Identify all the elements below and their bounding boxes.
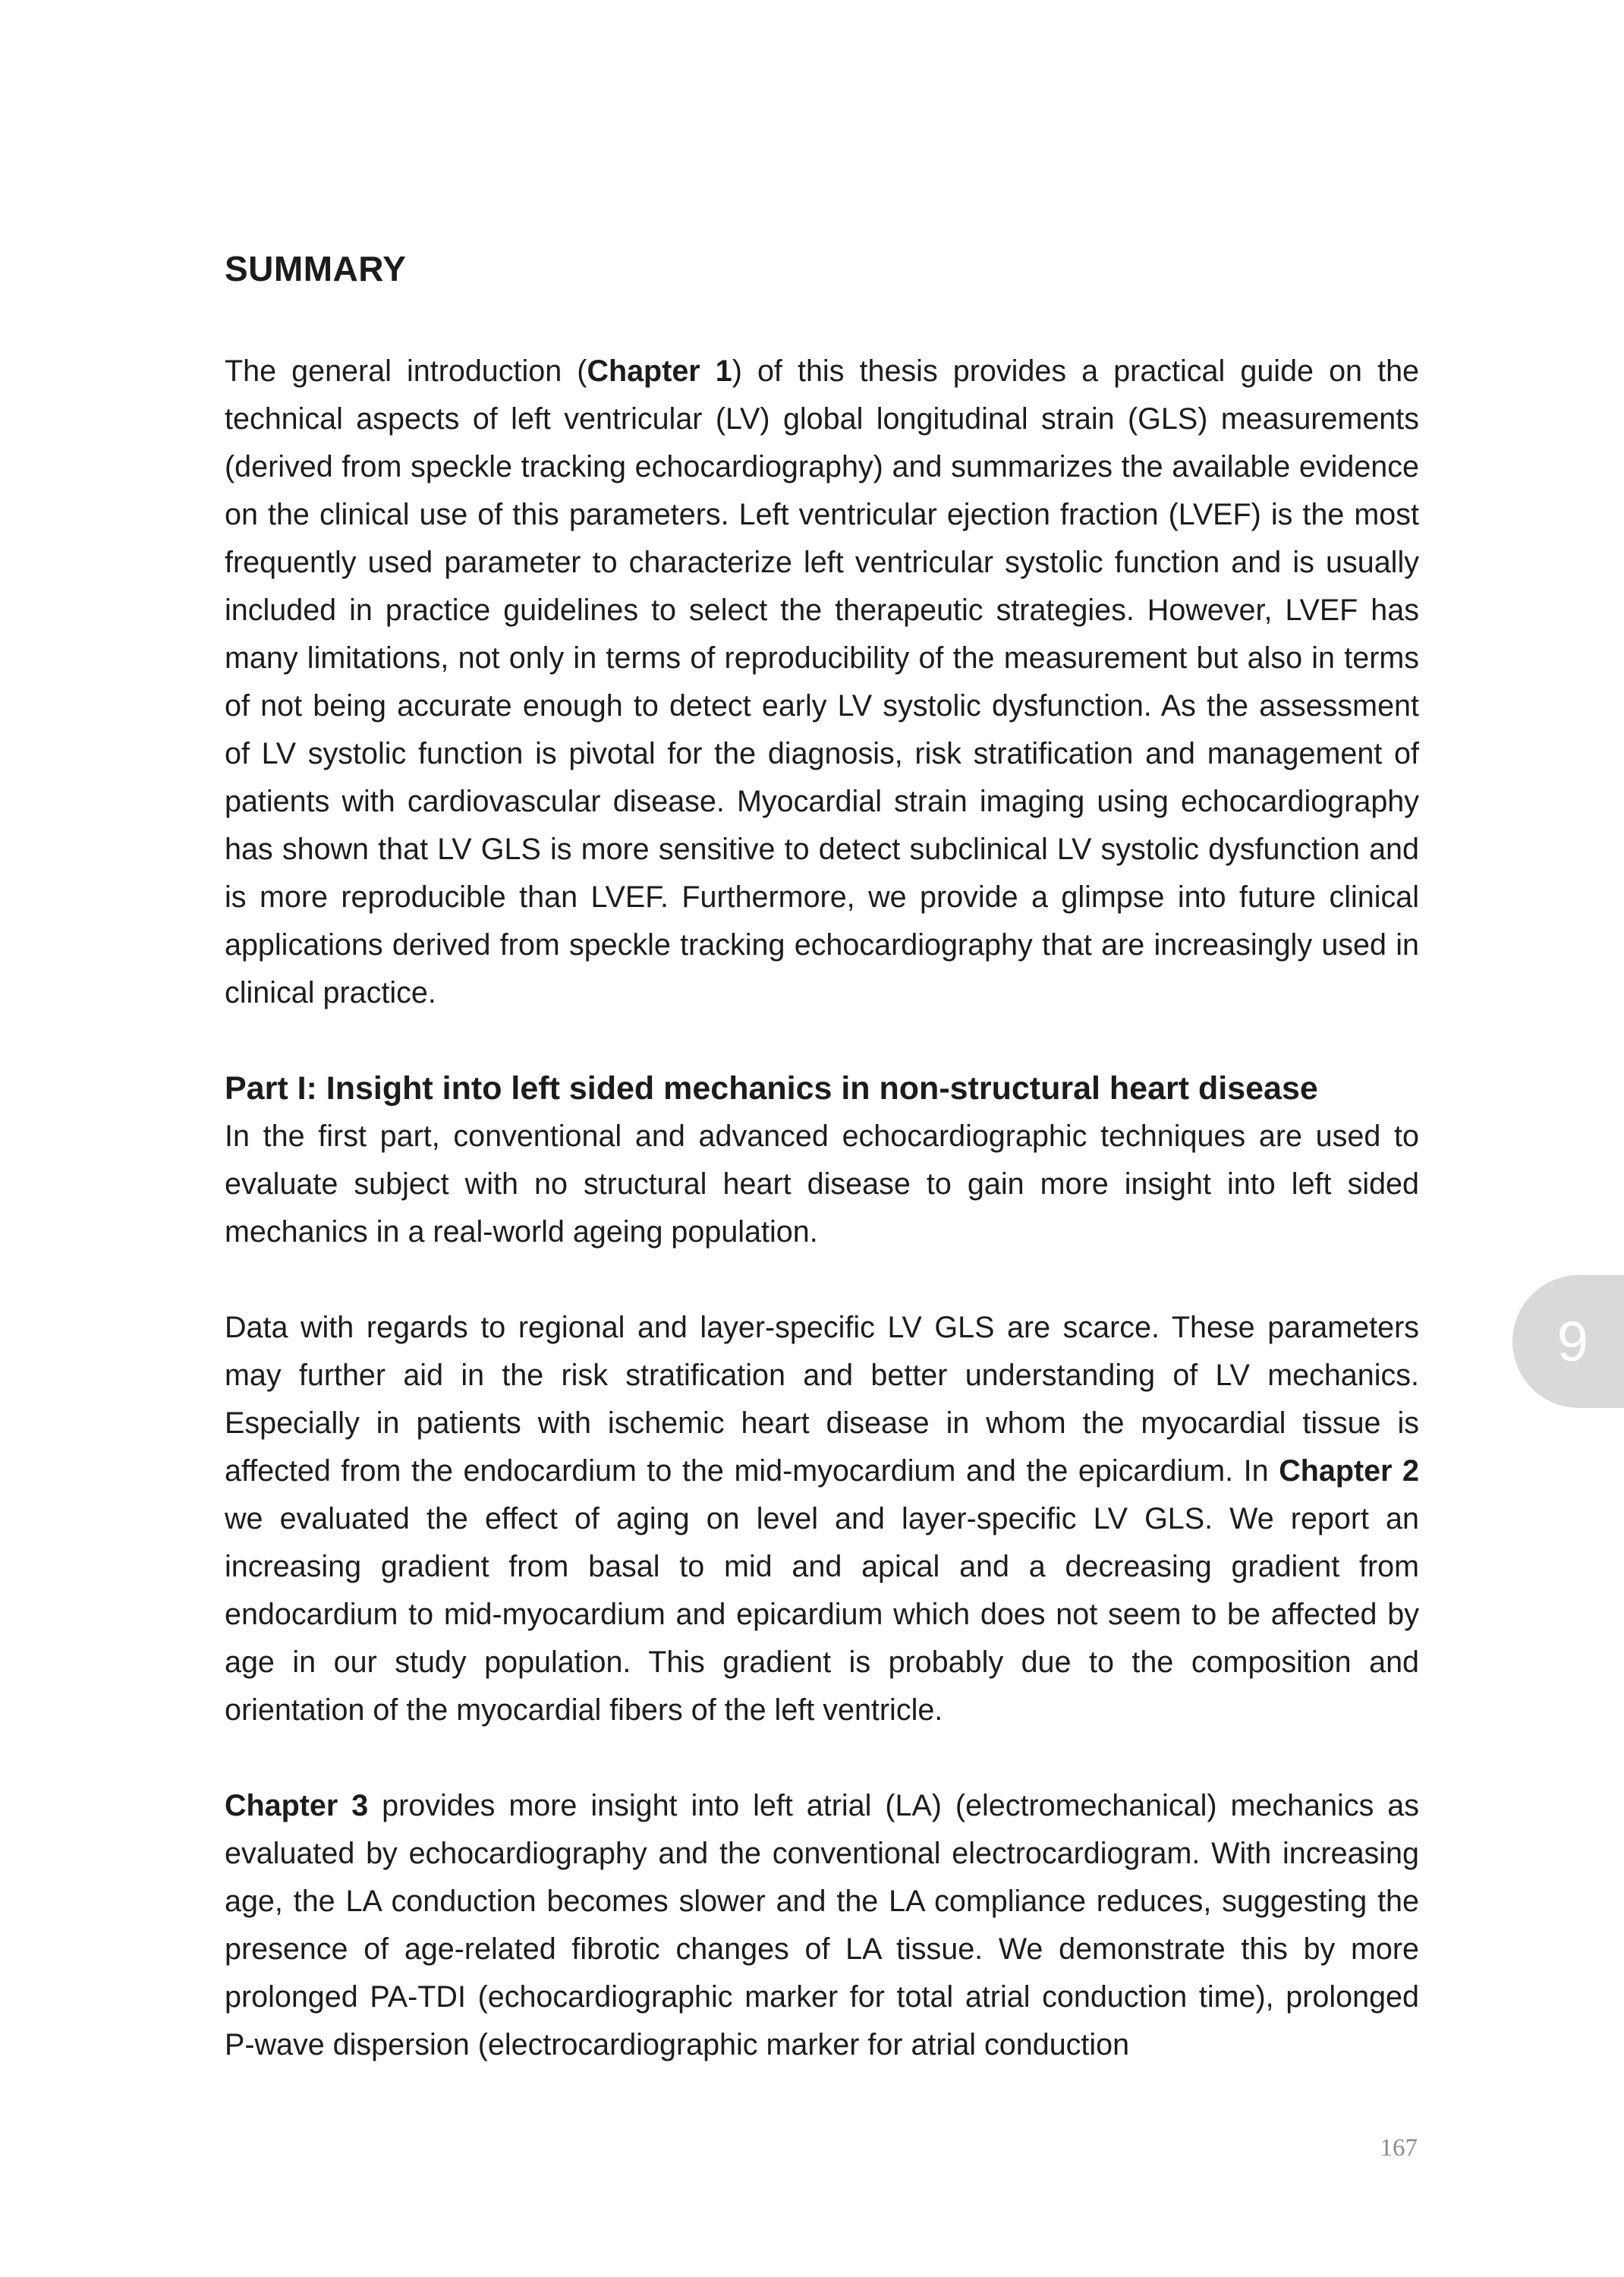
intro-paragraph bbox=[225, 348, 1419, 1017]
intro-text-1: The general introduction ( bbox=[225, 354, 587, 388]
page-title: SUMMARY bbox=[225, 249, 407, 288]
page-content bbox=[225, 241, 1419, 2069]
chapter-2-text-1: Data with regards to regional and layer-specific LV GLS are scarce. These parameters may further aid in the risk stratification and better understanding of LV mechanics. Especially in patients with ischemic heart disease in whom the myocardial tissue is affected from the endocardium to the mid-myocardium and the epicardium. In bbox=[225, 1311, 1419, 1488]
chapter-3-reference: Chapter 3 bbox=[225, 1789, 369, 1822]
chapter-tab bbox=[1512, 1275, 1624, 1408]
chapter-3-text: provides more insight into left atrial (LA) (electromechanical) mechanics as evaluated by echocardiography and the conventional electrocardiogram. With increasing age, the LA conduction becomes slower and the LA compliance reduces, suggesting the presence of age-related fibrotic changes of LA tissue. We demonstrate this by more prolonged PA-TDI (echocardiographic marker for total atrial conduction time), prolonged P-wave dispersion (electrocardiographic marker for atrial conduction bbox=[225, 1789, 1420, 2061]
part-1-section bbox=[225, 1065, 1419, 1256]
chapter-2-text-2: we evaluated the effect of aging on level and layer-specific LV GLS. We report an increasing gradient from basal to mid and apical and a decreasing gradient from endocardium to mid-myocardium and epicardium which does not seem to be affected by age in our study population. This gradient is probably due to the composition and orientation of the myocardial fibers of the left ventricle. bbox=[225, 1502, 1419, 1727]
chapter-tab-number: 9 bbox=[1556, 1310, 1589, 1373]
chapter-2-paragraph bbox=[225, 1304, 1419, 1734]
intro-text-2: ) of this thesis provides a practical guide on the technical aspects of left ventricular (LV) global longitudinal strain (GLS) measurements (derived from speckle tracking echocardiography) and summarizes the available evidence on the clinical use of this parameters. Left ventricular ejection fraction (LVEF) is the most frequently used parameter to characterize left ventricular systolic function and is usually included in practice guidelines to select the therapeutic strategies. However, LVEF has many limitations, not only in terms of reproducibility of the measurement but also in terms of not being accurate enough to detect early LV systolic dysfunction. As the assessment of LV systolic function is pivotal for the diagnosis, risk stratification and management of patients with cardiovascular disease. Myocardial strain imaging using echocardiography has shown that LV GLS is more sensitive to detect subclinical LV systolic dysfunction and is more reproducible than LVEF. Furthermore, we provide a glimpse into future clinical applications derived from speckle tracking echocardiography that are increasingly used in clinical practice. bbox=[225, 354, 1420, 1009]
chapter-3-paragraph bbox=[225, 1782, 1419, 2069]
page-number: 167 bbox=[1380, 2134, 1418, 2162]
chapter-1-reference: Chapter 1 bbox=[587, 354, 732, 388]
part-1-heading: Part I: Insight into left sided mechanics in non-structural heart disease bbox=[225, 1070, 1318, 1107]
chapter-2-reference: Chapter 2 bbox=[1279, 1454, 1419, 1488]
part-1-intro-paragraph: In the first part, conventional and advanced echocardiographic techniques are used to evaluate subject with no structural heart disease to gain more insight into left sided mechanics in a real-world ageing population. bbox=[225, 1120, 1419, 1249]
